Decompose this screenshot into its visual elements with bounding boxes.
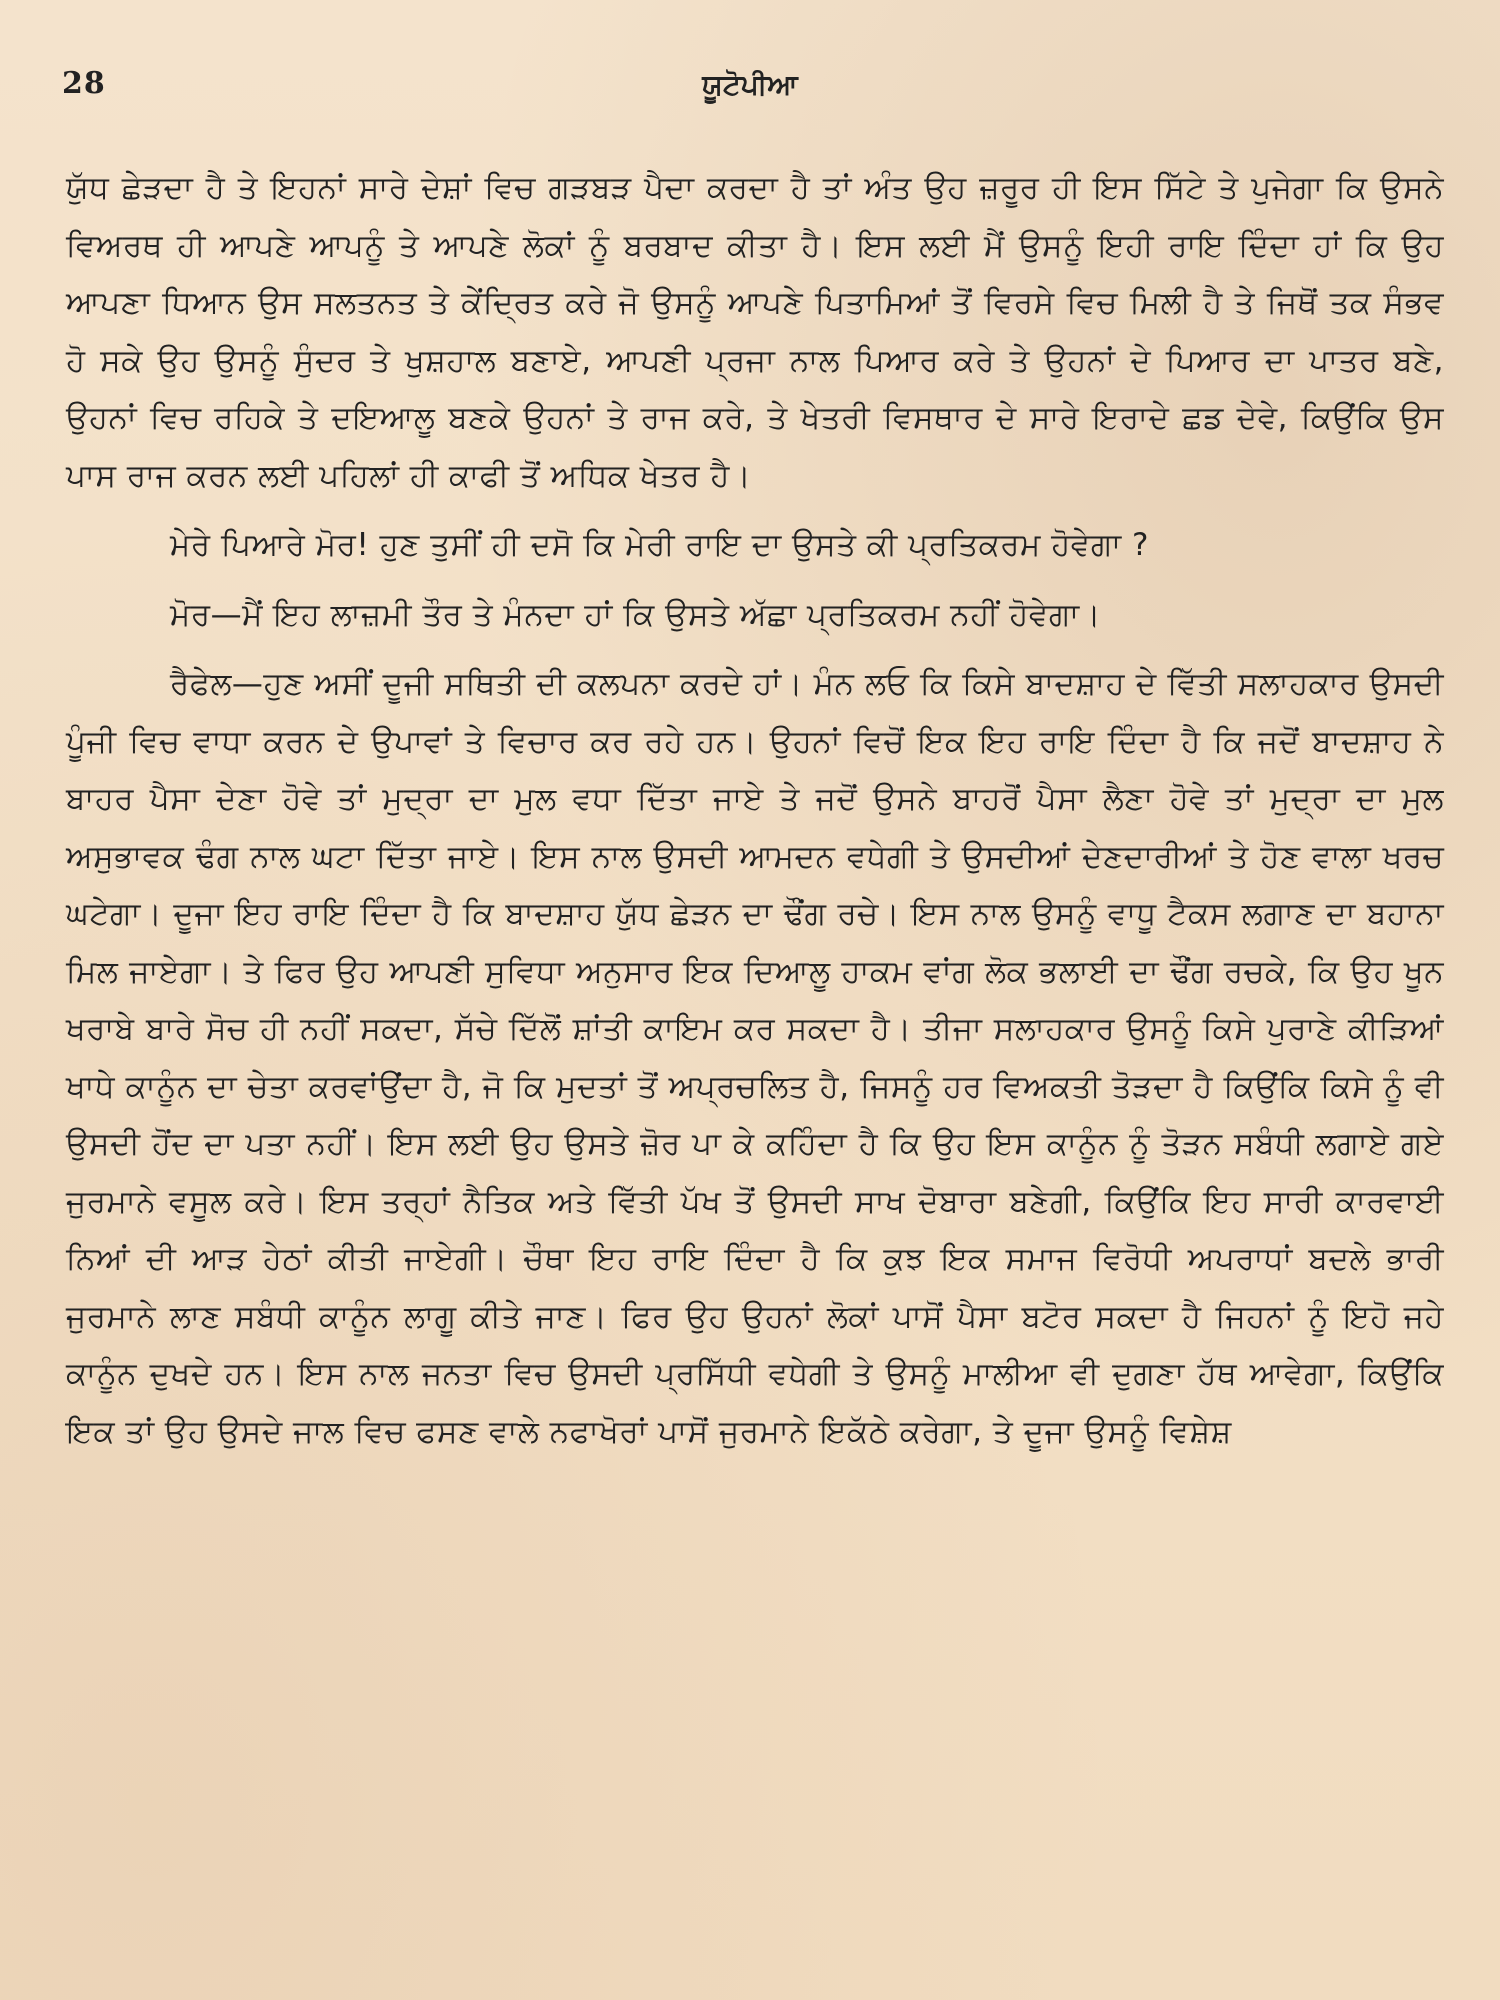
paragraph-dialogue-raphael: ਰੈਫੇਲ—ਹੁਣ ਅਸੀਂ ਦੂਜੀ ਸਥਿਤੀ ਦੀ ਕਲਪਨਾ ਕਰਦੇ ਹਾਂ। ਮੰਨ ਲਓ ਕਿ ਕਿਸੇ ਬਾਦਸ਼ਾਹ ਦੇ ਵਿੱਤੀ ਸਲਾਹਕਾਰ ਉਸਦੀ ਪੂੰਜੀ ਵਿਚ ਵਾਧਾ ਕਰਨ ਦੇ ਉਪਾਵਾਂ ਤੇ ਵਿਚਾਰ ਕਰ ਰਹੇ ਹਨ। ਉਹਨਾਂ ਵਿਚੋਂ ਇਕ ਇਹ ਰਾਇ ਦਿੰਦਾ ਹੈ ਕਿ ਜਦੋਂ ਬਾਦਸ਼ਾਹ ਨੇ ਬਾਹਰ ਪੈਸਾ ਦੇਣਾ ਹੋਵੇ ਤਾਂ ਮੁਦ੍ਰਾ ਦਾ ਮੁਲ ਵਧਾ ਦਿੱਤਾ ਜਾਏ ਤੇ ਜਦੋਂ ਉਸਨੇ ਬਾਹਰੋਂ ਪੈਸਾ ਲੈਣਾ ਹੋਵੇ ਤਾਂ ਮੁਦ੍ਰਾ ਦਾ ਮੁਲ ਅਸੁਭਾਵਕ ਢੰਗ ਨਾਲ ਘਟਾ ਦਿੱਤਾ ਜਾਏ। ਇਸ ਨਾਲ ਉਸਦੀ ਆਮਦਨ ਵਧੇਗੀ ਤੇ ਉਸਦੀਆਂ ਦੇਣਦਾਰੀਆਂ ਤੇ ਹੋਣ ਵਾਲਾ ਖਰਚ ਘਟੇਗਾ। ਦੂਜਾ ਇਹ ਰਾਇ ਦਿੰਦਾ ਹੈ ਕਿ ਬਾਦਸ਼ਾਹ ਯੁੱਧ ਛੇੜਨ ਦਾ ਢੌਂਗ ਰਚੇ। ਇਸ ਨਾਲ ਉਸਨੂੰ ਵਾਧੂ ਟੈਕਸ ਲਗਾਣ ਦਾ ਬਹਾਨਾ ਮਿਲ ਜਾਏਗਾ। ਤੇ ਫਿਰ ਉਹ ਆਪਣੀ ਸੁਵਿਧਾ ਅਨੁਸਾਰ ਇਕ ਦਿਆਲੂ ਹਾਕਮ ਵਾਂਗ ਲੋਕ ਭਲਾਈ ਦਾ ਢੌਂਗ ਰਚਕੇ, ਕਿ ਉਹ ਖੂਨ ਖਰਾਬੇ ਬਾਰੇ ਸੋਚ ਹੀ ਨਹੀਂ ਸਕਦਾ, ਸੱਚੇ ਦਿੱਲੋਂ ਸ਼ਾਂਤੀ ਕਾਇਮ ਕਰ ਸਕਦਾ ਹੈ। ਤੀਜਾ ਸਲਾਹਕਾਰ ਉਸਨੂੰ ਕਿਸੇ ਪੁਰਾਣੇ ਕੀੜਿਆਂ ਖਾਧੇ ਕਾਨੂੰਨ ਦਾ ਚੇਤਾ ਕਰਵਾਂਉਂਦਾ ਹੈ, ਜੋ ਕਿ ਮੁਦਤਾਂ ਤੋਂ ਅਪ੍ਰਚਲਿਤ ਹੈ, ਜਿਸਨੂੰ ਹਰ ਵਿਅਕਤੀ ਤੋੜਦਾ ਹੈ ਕਿਉਂਕਿ ਕਿਸੇ ਨੂੰ ਵੀ ਉਸਦੀ ਹੋਂਦ ਦਾ ਪਤਾ ਨਹੀਂ। ਇਸ ਲਈ ਉਹ ਉਸਤੇ ਜ਼ੋਰ ਪਾ ਕੇ ਕਹਿੰਦਾ ਹੈ ਕਿ ਉਹ ਇਸ ਕਾਨੂੰਨ ਨੂੰ ਤੋੜਨ ਸਬੰਧੀ ਲਗਾਏ ਗਏ ਜੁਰਮਾਨੇ ਵਸੂਲ ਕਰੇ। ਇਸ ਤਰ੍ਹਾਂ ਨੈਤਿਕ ਅਤੇ ਵਿੱਤੀ ਪੱਖ ਤੋਂ ਉਸਦੀ ਸਾਖ ਦੋਬਾਰਾ ਬਣੇਗੀ, ਕਿਉਂਕਿ ਇਹ ਸਾਰੀ ਕਾਰਵਾਈ ਨਿਆਂ ਦੀ ਆੜ ਹੇਠਾਂ ਕੀਤੀ ਜਾਏਗੀ। ਚੌਥਾ ਇਹ ਰਾਇ ਦਿੰਦਾ ਹੈ ਕਿ ਕੁਝ ਇਕ ਸਮਾਜ ਵਿਰੋਧੀ ਅਪਰਾਧਾਂ ਬਦਲੇ ਭਾਰੀ ਜੁਰਮਾਨੇ ਲਾਣ ਸਬੰਧੀ ਕਾਨੂੰਨ ਲਾਗੂ ਕੀਤੇ ਜਾਣ। ਫਿਰ ਉਹ ਉਹਨਾਂ ਲੋਕਾਂ ਪਾਸੋਂ ਪੈਸਾ ਬਟੋਰ ਸਕਦਾ ਹੈ ਜਿਹਨਾਂ ਨੂੰ ਇਹੋ ਜਹੇ ਕਾਨੂੰਨ ਦੁਖਦੇ ਹਨ। ਇਸ ਨਾਲ ਜਨਤਾ ਵਿਚ ਉਸਦੀ ਪ੍ਰਸਿੱਧੀ ਵਧੇਗੀ ਤੇ ਉਸਨੂੰ ਮਾਲੀਆ ਵੀ ਦੁਗਣਾ ਹੱਥ ਆਵੇਗਾ, ਕਿਉਂਕਿ ਇਕ ਤਾਂ ਉਹ ਉਸਦੇ ਜਾਲ ਵਿਚ ਫਸਣ ਵਾਲੇ ਨਫਾਖੋਰਾਂ ਪਾਸੋਂ ਜੁਰਮਾਨੇ ਇਕੱਠੇ ਕਰੇਗਾ, ਤੇ ਦੂਜਾ ਉਸਨੂੰ ਵਿਸ਼ੇਸ਼ (66, 666, 1444, 1450)
page-number: 28 (62, 66, 106, 101)
paragraph-dialogue-more: ਮੋਰ—ਮੈਂ ਇਹ ਲਾਜ਼ਮੀ ਤੌਰ ਤੇ ਮੰਨਦਾ ਹਾਂ ਕਿ ਉਸਤੇ ਅੱਛਾ ਪ੍ਰਤਿਕਰਮ ਨਹੀਂ ਹੋਵੇਗਾ। (170, 596, 1102, 633)
body-text (66, 160, 1444, 1461)
paragraph-continued: ਯੁੱਧ ਛੇੜਦਾ ਹੈ ਤੇ ਇਹਨਾਂ ਸਾਰੇ ਦੇਸ਼ਾਂ ਵਿਚ ਗੜਬੜ ਪੈਦਾ ਕਰਦਾ ਹੈ ਤਾਂ ਅੰਤ ਉਹ ਜ਼ਰੂਰ ਹੀ ਇਸ ਸਿੱਟੇ ਤੇ ਪੁਜੇਗਾ ਕਿ ਉਸਨੇ ਵਿਅਰਥ ਹੀ ਆਪਣੇ ਆਪਨੂੰ ਤੇ ਆਪਣੇ ਲੋਕਾਂ ਨੂੰ ਬਰਬਾਦ ਕੀਤਾ ਹੈ। ਇਸ ਲਈ ਮੈਂ ਉਸਨੂੰ ਇਹੀ ਰਾਇ ਦਿੰਦਾ ਹਾਂ ਕਿ ਉਹ ਆਪਣਾ ਧਿਆਨ ਉਸ ਸਲਤਨਤ ਤੇ ਕੇਂਦ੍ਰਿਤ ਕਰੇ ਜੋ ਉਸਨੂੰ ਆਪਣੇ ਪਿਤਾਮਿਆਂ ਤੋਂ ਵਿਰਸੇ ਵਿਚ ਮਿਲੀ ਹੈ ਤੇ ਜਿਥੋਂ ਤਕ ਸੰਭਵ ਹੋ ਸਕੇ ਉਹ ਉਸਨੂੰ ਸੁੰਦਰ ਤੇ ਖੁਸ਼ਹਾਲ ਬਣਾਏ, ਆਪਣੀ ਪ੍ਰਜਾ ਨਾਲ ਪਿਆਰ ਕਰੇ ਤੇ ਉਹਨਾਂ ਦੇ ਪਿਆਰ ਦਾ ਪਾਤਰ ਬਣੇ, ਉਹਨਾਂ ਵਿਚ ਰਹਿਕੇ ਤੇ ਦਇਆਲੂ ਬਣਕੇ ਉਹਨਾਂ ਤੇ ਰਾਜ ਕਰੇ, ਤੇ ਖੇਤਰੀ ਵਿਸਥਾਰ ਦੇ ਸਾਰੇ ਇਰਾਦੇ ਛਡ ਦੇਵੇ, ਕਿਉਂਕਿ ਉਸ ਪਾਸ ਰਾਜ ਕਰਨ ਲਈ ਪਹਿਲਾਂ ਹੀ ਕਾਫੀ ਤੋਂ ਅਧਿਕ ਖੇਤਰ ਹੈ। (66, 170, 1444, 494)
running-title: ਯੂਟੋਪੀਆ (702, 68, 798, 101)
paragraph: ਮੇਰੇ ਪਿਆਰੇ ਮੋਰ! ਹੁਣ ਤੁਸੀਂ ਹੀ ਦਸੋ ਕਿ ਮੇਰੀ ਰਾਇ ਦਾ ਉਸਤੇ ਕੀ ਪ੍ਰਤਿਕਰਮ ਹੋਵੇਗਾ ? (170, 527, 1149, 563)
